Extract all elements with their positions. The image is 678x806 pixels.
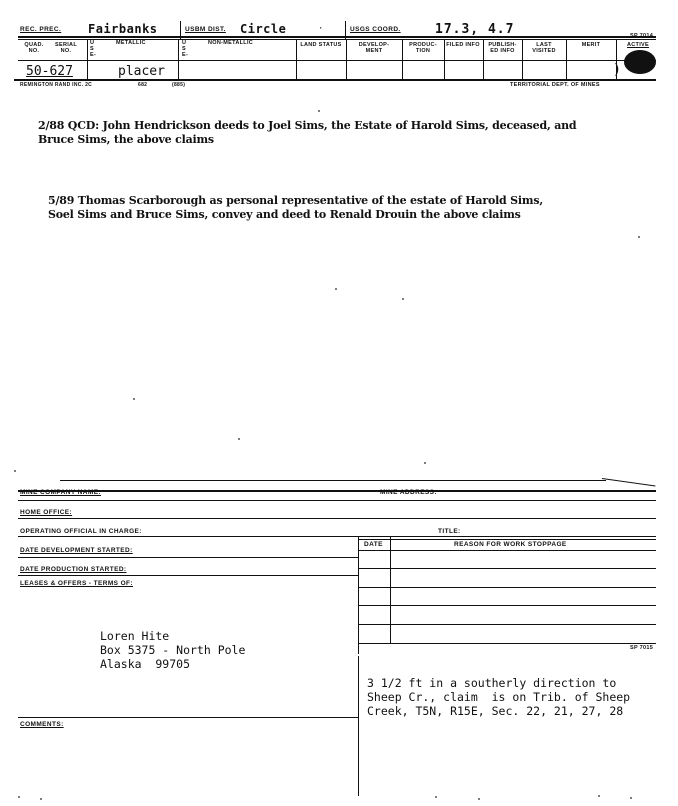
stoppage-header-top-rule — [358, 539, 656, 540]
code-s-2: S — [182, 46, 186, 52]
mine-company-rule — [18, 500, 656, 501]
speck — [238, 438, 240, 440]
col-div-serial — [87, 39, 88, 79]
date-development-label: DATE DEVELOPMENT STARTED: — [20, 547, 133, 554]
lessee-name: Loren Hite — [100, 629, 170, 643]
serial-no-label: SERIAL NO. — [55, 42, 77, 54]
operating-official-label: OPERATING OFFICIAL IN CHARGE: — [20, 528, 142, 535]
speck — [478, 798, 480, 800]
metallic-value: placer — [118, 64, 165, 79]
col-div-produc — [444, 39, 445, 79]
mine-company-label: MINE COMPANY NAME: — [20, 489, 101, 496]
header-mid-rule — [18, 60, 656, 61]
active-label: ACTIVE — [627, 42, 649, 48]
code-u: U — [90, 40, 95, 46]
metallic-label: METALLIC — [116, 40, 146, 46]
lower-top-rule-curl — [600, 478, 655, 498]
speck — [402, 298, 404, 300]
mine-company-top-rule — [18, 490, 656, 492]
location-note-line-1: 3 1/2 ft in a southerly direction to — [367, 676, 617, 690]
form-number-top: SP 7014 — [630, 33, 654, 39]
printer-code-2: (885) — [172, 82, 186, 88]
mark-dot: · — [318, 24, 324, 34]
mine-address-label: MINE ADDRESS: — [380, 489, 437, 496]
operating-official-rule — [18, 536, 656, 537]
date-production-label: DATE PRODUCTION STARTED: — [20, 566, 127, 573]
published-info-label: PUBLISH- ED INFO — [488, 42, 517, 54]
header-bottom-rule — [14, 79, 656, 81]
usgs-coord-label: USGS COORD. — [350, 26, 401, 33]
printer-code-1: 682 — [138, 82, 148, 88]
comments-right-divider — [358, 656, 359, 796]
code-s: S — [90, 46, 94, 52]
merit-label: MERIT — [581, 42, 601, 48]
code-e-2: E- — [182, 52, 189, 58]
filed-info-label: FILED INFO — [446, 42, 480, 48]
stoppage-header-rule — [358, 550, 656, 551]
speck — [598, 795, 600, 797]
usgs-coord-value: 17.3, 4.7 — [435, 22, 515, 37]
usbm-dist-label: USBM DIST. — [185, 26, 226, 33]
nonmetallic-label: NON-METALLIC — [208, 40, 254, 46]
header-divider-2 — [345, 21, 346, 39]
form-number-bottom: SP 7015 — [630, 645, 654, 651]
note-1-line-2: Bruce Sims, the above claims — [38, 133, 214, 146]
dept-label: TERRITORIAL DEPT. OF MINES — [510, 82, 600, 88]
col-div-lastvisit — [566, 39, 567, 79]
production-label: PRODUC- TION — [409, 42, 437, 54]
header-top-rule-2 — [18, 39, 656, 40]
code-e: E- — [90, 52, 97, 58]
date-production-rule — [18, 575, 358, 576]
home-office-label: HOME OFFICE: — [20, 509, 73, 516]
lessee-address-1: Box 5375 - North Pole — [100, 643, 246, 657]
quad-serial-value: 50-627 — [26, 64, 73, 79]
note-2-line-2: Soel Sims and Bruce Sims, convey and deed to Renald Drouin the above claims — [48, 208, 521, 221]
reason-col-label: REASON FOR WORK STOPPAGE — [454, 541, 567, 548]
col-div-develop — [402, 39, 403, 79]
speck — [335, 288, 337, 290]
location-note-line-2: Sheep Cr., claim is on Trib. of Sheep — [367, 690, 631, 704]
comments-label: COMMENTS: — [20, 721, 64, 728]
home-office-rule — [18, 518, 656, 519]
lower-top-rule — [60, 480, 606, 481]
stoppage-row-5 — [358, 643, 656, 644]
rec-prec-value: Fairbanks — [88, 22, 158, 36]
col-div-metallic — [178, 39, 179, 79]
metallic-codes — [90, 40, 96, 58]
location-note-line-3: Creek, T5N, R15E, Sec. 22, 21, 27, 28 — [367, 704, 624, 718]
speck — [638, 236, 640, 238]
col-div-nonmetallic — [296, 39, 297, 79]
speck — [18, 796, 20, 798]
active-marker — [624, 50, 656, 74]
comments-top-rule — [18, 717, 358, 718]
note-2-line-1: 5/89 Thomas Scarborough as personal representative of the estate of Harold Sims, — [48, 194, 543, 207]
date-development-rule — [18, 557, 358, 558]
speck — [40, 798, 42, 800]
stoppage-row-1 — [358, 568, 656, 569]
col-div-land — [346, 39, 347, 79]
speck — [424, 462, 426, 464]
development-label: DEVELOP- MENT — [358, 42, 390, 54]
code-u-2: U — [182, 40, 187, 46]
active-curl: ) — [614, 62, 620, 78]
rec-prec-label: REC. PREC. — [20, 26, 62, 33]
speck — [14, 470, 16, 472]
col-div-filed — [483, 39, 484, 79]
stoppage-row-2 — [358, 587, 656, 588]
stoppage-left-rule — [358, 536, 359, 654]
stoppage-date-divider — [390, 536, 391, 644]
speck — [435, 796, 437, 798]
speck — [318, 110, 320, 112]
date-col-label: DATE — [364, 541, 383, 548]
stoppage-row-3 — [358, 605, 656, 606]
last-visited-label: LAST VISITED — [532, 42, 556, 54]
printer-label: REMINGTON RAND INC. 2C — [20, 82, 93, 88]
nonmetallic-codes — [182, 40, 188, 58]
usbm-dist-value: Circle — [240, 22, 287, 36]
leases-offers-label: LEASES & OFFERS - TERMS OF: — [20, 580, 133, 587]
speck — [630, 797, 632, 799]
land-status-label: LAND STATUS — [300, 42, 342, 48]
header-divider-1 — [180, 21, 181, 39]
title-label: TITLE: — [438, 528, 461, 535]
header-top-rule — [18, 36, 656, 38]
quad-no-label: QUAD. NO. — [24, 42, 44, 54]
speck — [133, 398, 135, 400]
stoppage-row-4 — [358, 624, 656, 625]
lessee-address-2: Alaska 99705 — [100, 657, 191, 671]
col-div-publish — [522, 39, 523, 79]
note-1-line-1: 2/88 QCD: John Hendrickson deeds to Joel Sims, the Estate of Harold Sims, deceased, and — [38, 119, 577, 132]
